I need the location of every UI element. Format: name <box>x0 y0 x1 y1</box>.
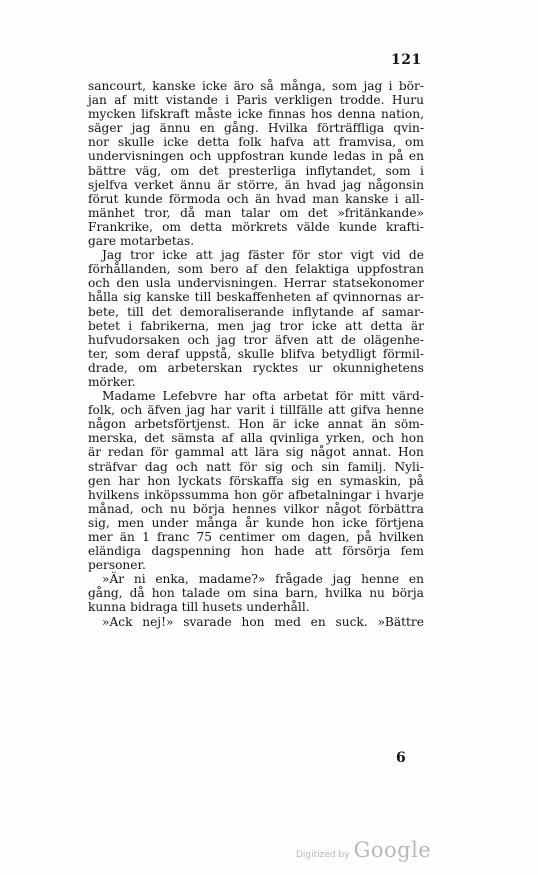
text-line: undervisningen och uppfostran kunde ledas in på en <box>88 149 424 164</box>
digitized-watermark <box>296 838 431 862</box>
text-line: sjelfva verket ännu är större, än hvad jag någonsin <box>88 177 424 192</box>
text-line: mycken lifskraft måste icke finnas hos denna nation, <box>88 107 424 122</box>
text-line: personer. <box>88 558 146 573</box>
text-line: merska, det sämsta af alla qvinliga yrken, och hon <box>88 431 424 446</box>
text-line: hufvudorsaken och jag tror äfven att de olägenhe- <box>88 332 424 347</box>
text-line: »Ack nej!» svarade hon med en suck. »Bättre <box>102 614 424 629</box>
text-line: hvilkens inköpssumma hon gör afbetalningar i hvarje <box>88 487 424 502</box>
text-line: drade, om arbeterskan rycktes ur okunnighetens <box>88 360 424 375</box>
text-line: Frankrike, om detta mörkrets välde kunde krafti- <box>88 219 424 234</box>
text-line: hålla sig kanske till beskaffenheten af qvinnornas ar- <box>88 290 424 305</box>
text-line: eländiga dagspenning hon hade att försörja fem <box>88 544 424 559</box>
watermark-brand: Google <box>353 838 432 862</box>
text-line: sancourt, kanske icke äro så många, som jag i bör- <box>88 79 424 93</box>
text-line: Jag tror icke att jag fäster för stor vigt vid de <box>102 248 424 263</box>
text-line: Madame Lefebvre har ofta arbetat för mitt värd- <box>102 389 424 404</box>
text-line: är redan för gammal att lära sig något annat. Hon <box>88 445 424 460</box>
text-line: gång, då hon talade om sina barn, hvilka nu börja <box>88 586 424 601</box>
text-line: mörker. <box>88 374 136 389</box>
text-line: »Är ni enka, madame?» frågade jag henne en <box>102 572 424 587</box>
signature-mark: 6 <box>396 750 406 766</box>
text-line: mer än 1 franc 75 centimer om dagen, på hvilken <box>88 530 424 544</box>
text-line: betet i fabrikerna, men jag tror icke att detta är <box>88 318 424 333</box>
text-line: förut kunde förmoda och än hvad man kanske i all- <box>88 191 424 206</box>
text-line: mänhet tror, då man talar om det »fritänkande» <box>88 205 424 220</box>
text-line: jan af mitt vistande i Paris verkligen trodde. Huru <box>88 93 424 108</box>
text-line: gare motarbetas. <box>88 234 195 249</box>
text-line: folk, och äfven jag har varit i tillfälle att gifva henne <box>88 403 424 418</box>
text-line: förhållanden, som bero af den felaktiga uppfostran <box>88 262 424 277</box>
text-line: kunna bidraga till husets underhåll. <box>88 600 310 615</box>
text-line: nor skulle icke detta folk hafva att framvisa, om <box>88 135 424 150</box>
watermark-prefix: Digitized by <box>296 850 350 860</box>
body-text <box>88 79 424 629</box>
text-line: ter, som deraf uppstå, skulle blifva betydligt förmil- <box>88 346 424 361</box>
page-number: 121 <box>391 52 422 68</box>
text-line: sig, men under många år kunde hon icke förtjena <box>88 515 424 530</box>
text-line: sträfvar dag och natt för sig och sin familj. Nyli- <box>88 459 424 474</box>
text-line: gen har hon lyckats förskaffa sig en symaskin, på <box>88 473 424 488</box>
text-line: säger jag ännu en gång. Hvilka förträffliga qvin- <box>88 121 424 136</box>
text-line: bättre väg, om det presterliga inflytandet, som i <box>88 163 424 178</box>
text-line: månad, och nu börja hennes vilkor något förbättra <box>88 501 424 516</box>
text-line: någon arbetsförtjenst. Hon är icke annat än söm- <box>88 417 424 432</box>
text-line: bete, till det demoraliserande inflytande af samar- <box>88 304 424 319</box>
text-line: och den usla undervisningen. Herrar statsekonomer <box>88 276 424 291</box>
